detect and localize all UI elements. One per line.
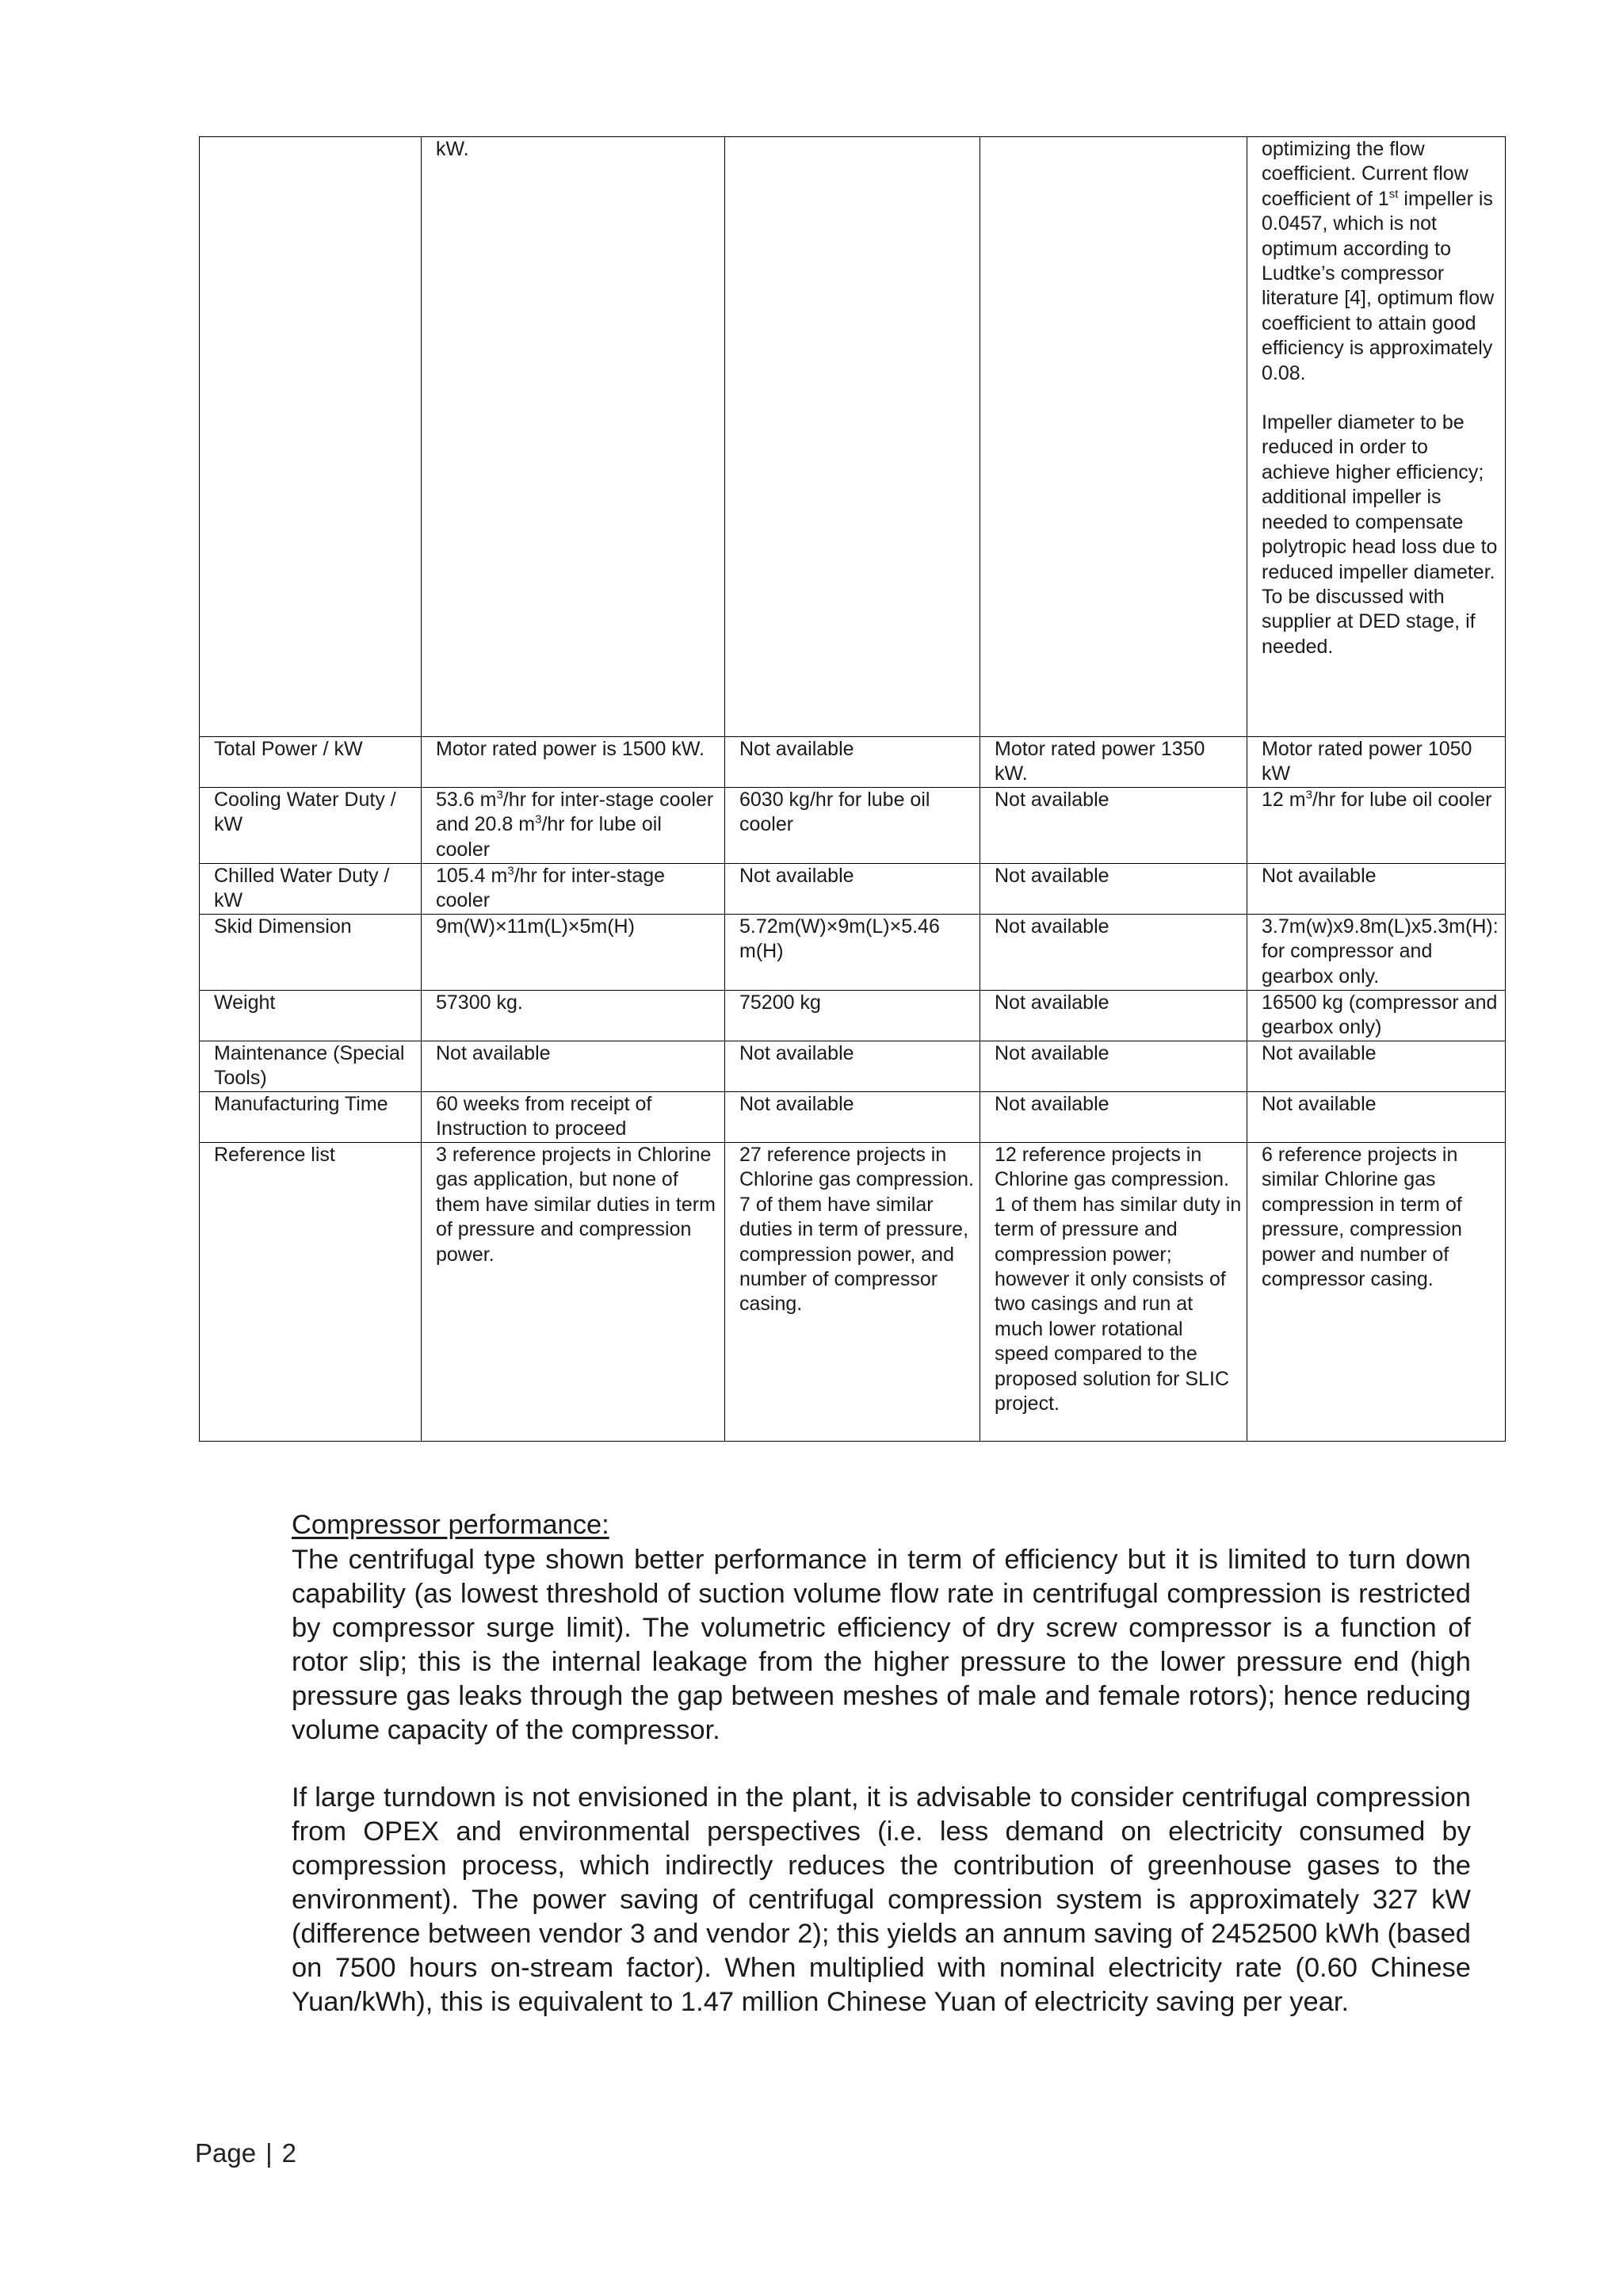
body-paragraph: If large turndown is not envisioned in the plant, it is advisable to consider centrifugal compression from OPEX and environmental perspectives (i.e. less demand on electricity consumed by compression process, which indirectly reduces the contribution of greenhouse gases to the environment). The power saving of centrifugal compression system is approximately 327 kW (difference between vendor 3 and vendor 2); this yields an annum saving of 2452500 kWh (based on 7500 hours on-stream factor). When multiplied with nominal electricity rate (0.60 Chinese Yuan/kWh), this is equivalent to 1.47 million Chinese Yuan of electricity saving per year. [292,1782,1471,2017]
table-cell: Not available [980,915,1247,991]
table-cell: Not available [725,1092,980,1143]
table-cell: 57300 kg. [422,991,725,1041]
section-heading: Compressor performance: [292,1510,609,1540]
row-label: Skid Dimension [200,915,422,991]
table-cell: Not available [725,864,980,915]
table-cell: Motor rated power is 1500 kW. [422,737,725,788]
table-cell: Not available [980,788,1247,864]
table-cell: Not available [980,864,1247,915]
table-cell: 6 reference projects in similar Chlorine gas compression in term of pressure, compression power and number of compressor casing. [1247,1143,1506,1442]
row-label: Maintenance (Special Tools) [200,1041,422,1092]
table-cell: 16500 kg (compressor and gearbox only) [1247,991,1506,1041]
row-label: Manufacturing Time [200,1092,422,1143]
table-row [200,737,1506,788]
table-cell: 3.7m(w)x9.8m(L)x5.3m(H): for compressor and gearbox only. [1247,915,1506,991]
table-row [200,915,1506,991]
table-cell-notes [1247,137,1506,737]
table-cell: 60 weeks from receipt of Instruction to proceed [422,1092,725,1143]
table-cell: Not available [1247,1092,1506,1143]
page-number: 2 [281,2138,297,2168]
table-cell: 12 $m^3/hr$ for lube oil cooler [1247,788,1506,864]
row-label: Total Power / kW [200,737,422,788]
table-cell: 6030 kg/hr for lube oil cooler [725,788,980,864]
table-cell: Not available [980,1041,1247,1092]
table-cell: Motor rated power 1050 kW [1247,737,1506,788]
table-cell: Not available [1247,864,1506,915]
flow-coefficient-note: optimizing the flow coefficient. Current flow coefficient of 1st impeller is 0.0457, which is not optimum according to Ludtke’s compressor literature [4], optimum flow coefficient to attain good efficiency is approximately 0.08. [1262,138,1495,384]
table-cell: Not available [980,1092,1247,1143]
table-cell-empty [725,137,980,737]
table-cell: 75200 kg [725,991,980,1041]
table-row-continuation [200,137,1506,737]
table-row [200,991,1506,1041]
row-label: Cooling Water Duty / kW [200,788,422,864]
body-paragraph: The centrifugal type shown better performance in term of efficiency but it is limited to turn down capability (as lowest threshold of suction volume flow rate in centrifugal compression is restricted by compressor surge limit). The volumetric efficiency of dry screw compressor is a function of rotor slip; this is the internal leakage from the higher pressure to the lower pressure end (high pressure gas leaks through the gap between meshes of male and female rotors); hence reducing volume capacity of the compressor. [292,1545,1471,1745]
impeller-diameter-note: Impeller diameter to be reduced in order to achieve higher efficiency; additional impeller is needed to compensate polytropic head loss due to reduced impeller diameter. To be discussed with supplier at DED stage, if needed. [1262,411,1498,658]
table-cell: Not available [422,1041,725,1092]
page-label: Page [195,2138,257,2168]
page-footer [195,2137,296,2169]
table-cell: Motor rated power 1350 kW. [980,737,1247,788]
table-cell: Not available [980,991,1247,1041]
row-label: Reference list [200,1143,422,1442]
table-cell: Not available [725,1041,980,1092]
table-cell: 3 reference projects in Chlorine gas application, but none of them have similar duties in term of pressure and compression power. [422,1143,725,1442]
table-cell: Not available [725,737,980,788]
table-cell: Not available [1247,1041,1506,1092]
table-cell: 12 reference projects in Chlorine gas compression. 1 of them has similar duty in term of pressure and compression power; however it only consists of two casings and run at much lower rotational speed compared to the proposed solution for SLIC project. [980,1143,1247,1442]
row-label: Weight [200,991,422,1041]
table-cell: 5.72m(W)×9m(L)×5.46 m(H) [725,915,980,991]
table-cell: kW. [422,137,725,737]
table-cell: 105.4 $m^3/hr$ for inter-stage cooler [422,864,725,915]
vendor-comparison-table [199,136,1506,1442]
row-label: Chilled Water Duty / kW [200,864,422,915]
table-row [200,788,1506,864]
table-cell: 53.6 $m^3/hr$ for inter-stage cooler and 20.8 $m^3/hr$ for lube oil cooler [422,788,725,864]
table-row [200,864,1506,915]
footer-separator: | [265,2138,273,2168]
table-cell-label-empty [200,137,422,737]
table-row [200,1143,1506,1442]
table-cell: 9m(W)×11m(L)×5m(H) [422,915,725,991]
table-cell-empty [980,137,1247,737]
table-row [200,1092,1506,1143]
table-row [200,1041,1506,1092]
table-cell: 27 reference projects in Chlorine gas compression. 7 of them have similar duties in term of pressure, compression power, and number of compressor casing. [725,1143,980,1442]
